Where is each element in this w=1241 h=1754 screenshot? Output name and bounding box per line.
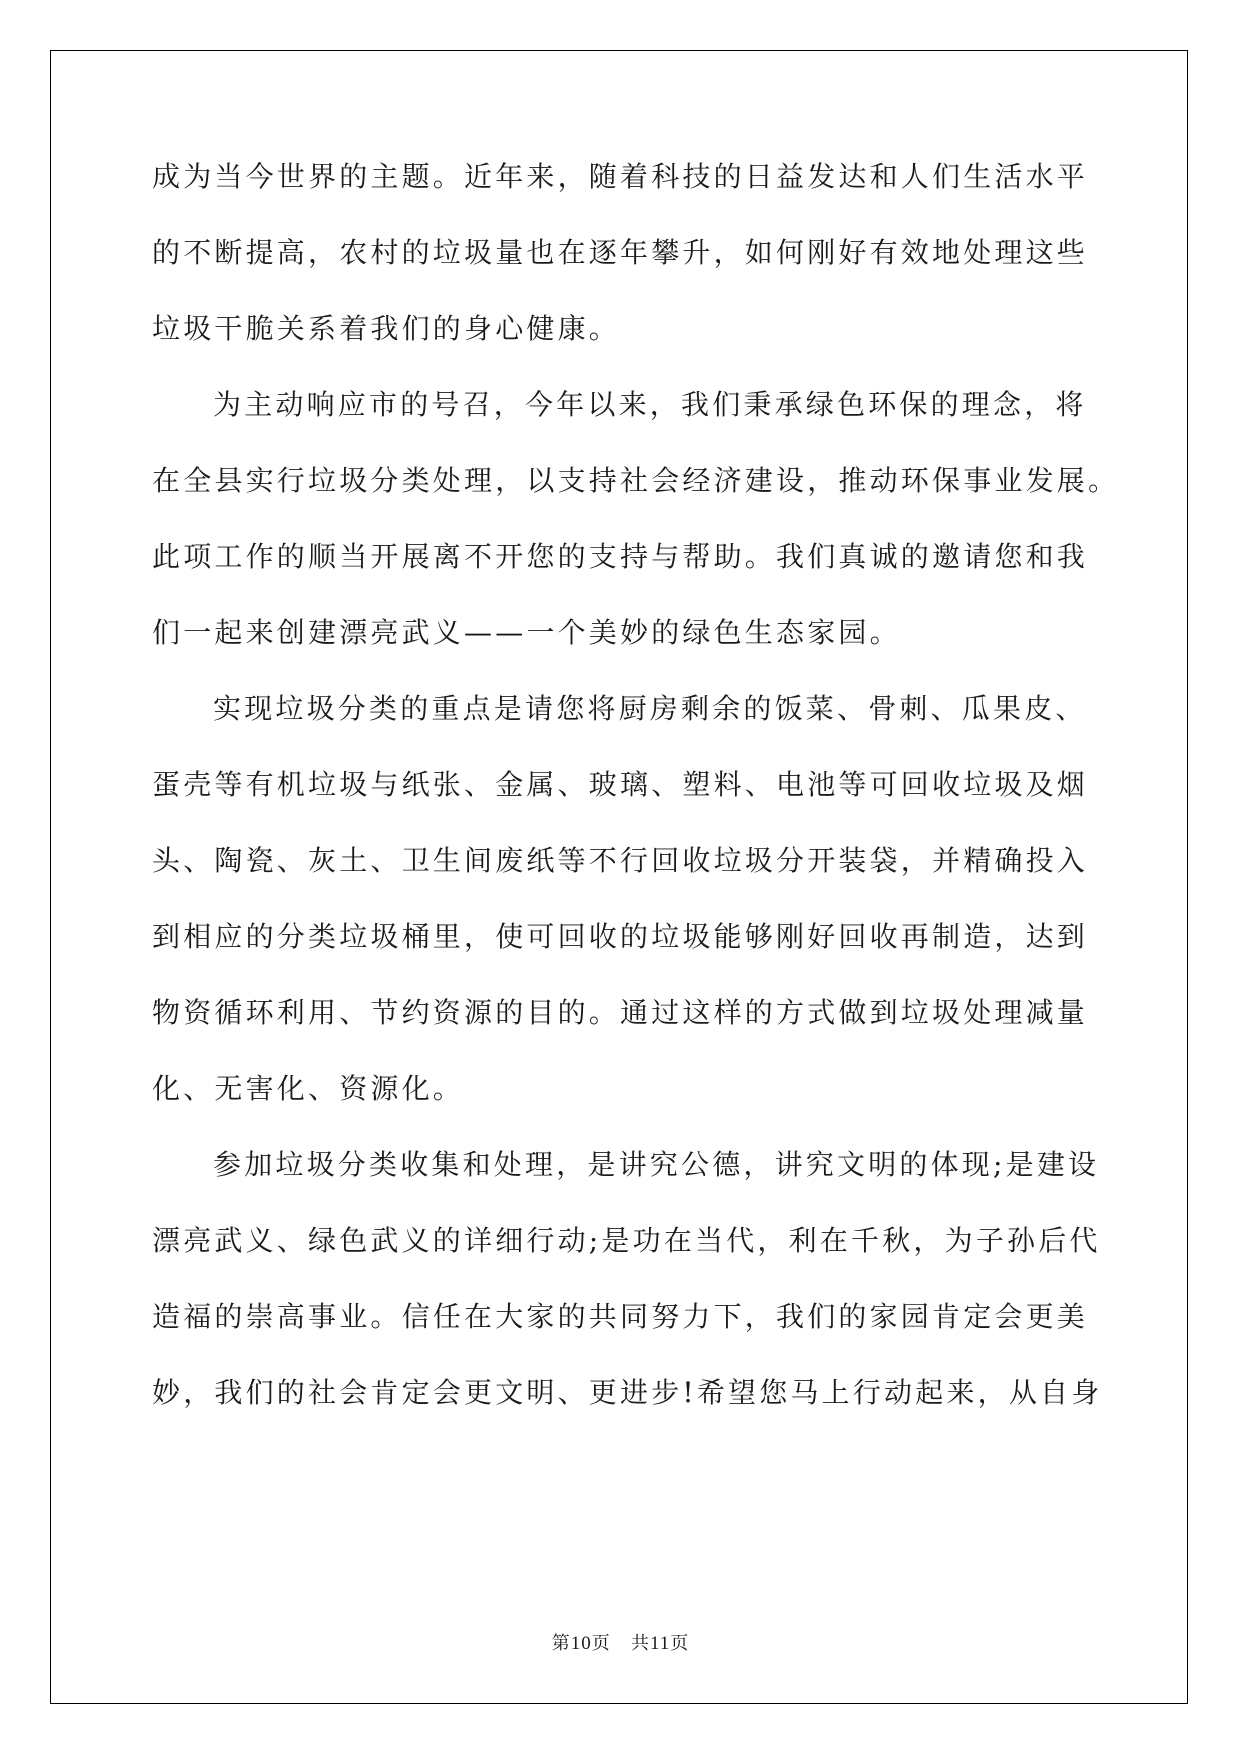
text-line: 此项工作的顺当开展离不开您的支持与帮助。我们真诚的邀请您和我: [152, 540, 1089, 573]
text-line: 蛋壳等有机垃圾与纸张、金属、玻璃、塑料、电池等可回收垃圾及烟: [152, 768, 1089, 801]
text-line: 漂亮武义、绿色武义的详细行动;是功在当代，利在千秋，为子孙后代: [152, 1224, 1101, 1257]
text-line: 成为当今世界的主题。近年来，随着科技的日益发达和人们生活水平: [152, 160, 1089, 193]
text-line: 妙，我们的社会肯定会更文明、更进步!希望您马上行动起来，从自身: [152, 1376, 1103, 1409]
text-line: 到相应的分类垃圾桶里，使可回收的垃圾能够刚好回收再制造，达到: [152, 920, 1089, 953]
total-prefix: 共: [630, 1633, 650, 1654]
text-line: 造福的崇高事业。信任在大家的共同努力下，我们的家园肯定会更美: [152, 1300, 1089, 1333]
total-pages: 11: [649, 1633, 671, 1654]
text-line: 们一起来创建漂亮武义——一个美妙的绿色生态家园。: [152, 616, 901, 649]
text-line: 化、无害化、资源化。: [152, 1072, 465, 1105]
page-suffix: 页: [591, 1633, 611, 1654]
paragraph-start-line: 为主动响应市的号召，今年以来，我们秉承绿色环保的理念，将: [213, 388, 1087, 421]
text-line: 头、陶瓷、灰土、卫生间废纸等不行回收垃圾分开装袋，并精确投入: [152, 844, 1089, 877]
text-line: 垃圾干脆关系着我们的身心健康。: [152, 312, 621, 345]
text-line: 的不断提高，农村的垃圾量也在逐年攀升，如何刚好有效地处理这些: [152, 236, 1089, 269]
document-body: [152, 160, 1120, 1452]
paragraph-start-line: 参加垃圾分类收集和处理，是讲究公德，讲究文明的体现;是建设: [213, 1148, 1100, 1181]
paragraph-start-line: 实现垃圾分类的重点是请您将厨房剩余的饭菜、骨刺、瓜果皮、: [213, 692, 1087, 725]
page-prefix: 第: [551, 1633, 571, 1654]
total-suffix: 页: [670, 1633, 690, 1654]
text-line: 在全县实行垃圾分类处理，以支持社会经济建设，推动环保事业发展。: [152, 464, 1120, 497]
text-line: 物资循环利用、节约资源的目的。通过这样的方式做到垃圾处理减量: [152, 996, 1089, 1029]
page-number: 10: [570, 1633, 592, 1654]
page-footer: [0, 1629, 1241, 1655]
